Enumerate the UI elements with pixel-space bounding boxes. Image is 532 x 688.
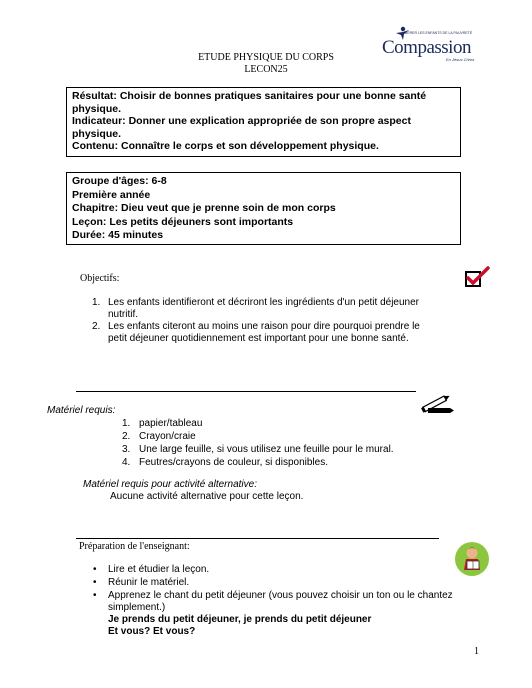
preparation-item — [108, 590, 508, 614]
section-divider — [76, 391, 416, 392]
lesson-number: LECON25 — [244, 64, 288, 75]
objective-text: petit déjeuner quotidiennement est important pour une bonne santé. — [108, 333, 409, 344]
teacher-reading-icon — [452, 540, 492, 578]
preparation-heading: Préparation de l'enseignant: — [79, 541, 190, 552]
material-number: 4. — [122, 457, 131, 468]
preparation-item: Lire et étudier la leçon. — [108, 564, 210, 575]
lesson-name: Leçon: Les petits déjeuners sont importants — [72, 215, 294, 228]
lesson-info-box — [66, 172, 461, 245]
outcome-box — [66, 87, 461, 157]
alt-materials-heading: Matériel requis pour activité alternative: — [83, 479, 257, 490]
age-group: Groupe d'âges: 6-8 — [72, 175, 167, 187]
checkbox-check-icon — [464, 266, 490, 290]
objective-text: nutritif. — [108, 309, 139, 320]
duration: Durée: 45 minutes — [72, 229, 164, 241]
logo-top-text: LIBÉRER LES ENFANTS DE LA PAUVRETÉ — [402, 31, 473, 35]
material-number: 3. — [122, 444, 131, 455]
bullet: • — [93, 577, 97, 588]
pencil-crayon-icon — [420, 394, 456, 418]
objective-item — [108, 321, 468, 345]
preparation-item: Réunir le matériel. — [108, 577, 190, 588]
preparation-text: simplement.) — [108, 602, 166, 613]
objective-number: 2. — [92, 321, 101, 332]
objective-number: 1. — [92, 297, 101, 308]
document-title: ETUDE PHYSIQUE DU CORPS — [198, 52, 334, 63]
material-number: 1. — [122, 418, 131, 429]
objective-item — [108, 297, 468, 321]
alt-materials-text: Aucune activité alternative pour cette leçon. — [110, 491, 304, 502]
materials-heading: Matériel requis: — [47, 405, 116, 416]
preparation-text: Apprenez le chant du petit déjeuner (vous pouvez choisir un ton ou le chantez — [108, 590, 453, 601]
outcome-line: physique. — [72, 102, 122, 115]
song-lyrics: Et vous? Et vous? — [108, 626, 196, 637]
material-item: Crayon/craie — [139, 431, 196, 442]
objectives-heading: Objectifs: — [80, 273, 120, 284]
material-item: Feutres/crayons de couleur, si disponibles. — [139, 457, 328, 468]
material-item: Une large feuille, si vous utilisez une feuille pour le mural. — [139, 444, 394, 455]
song-lyrics: Je prends du petit déjeuner, je prends du petit déjeuner — [108, 614, 372, 625]
objective-text: Les enfants identifieront et décriront les ingrédients d'un petit déjeuner — [108, 297, 419, 308]
page-number: 1 — [474, 646, 479, 657]
logo-wordmark: Compassion — [382, 37, 471, 58]
grade: Première année — [72, 188, 151, 201]
section-divider — [76, 538, 439, 539]
material-item: papier/tableau — [139, 418, 203, 429]
indicator-line: physique. — [72, 127, 122, 140]
bullet: • — [93, 590, 97, 601]
indicator-line: Indicateur: Donner une explication appropriée de son propre aspect — [72, 115, 411, 127]
material-number: 2. — [122, 431, 131, 442]
content-line: Contenu: Connaître le corps et son développement physique. — [72, 140, 379, 152]
compassion-logo — [380, 26, 480, 66]
logo-tagline: En Jésus Christ — [446, 57, 475, 62]
chapter: Chapitre: Dieu veut que je prenne soin de mon corps — [72, 202, 336, 214]
objective-text: Les enfants citeront au moins une raison pour dire pourquoi prendre le — [108, 321, 420, 332]
bullet: • — [93, 564, 97, 575]
outcome-line: Résultat: Choisir de bonnes pratiques sanitaires pour une bonne santé — [72, 90, 427, 102]
